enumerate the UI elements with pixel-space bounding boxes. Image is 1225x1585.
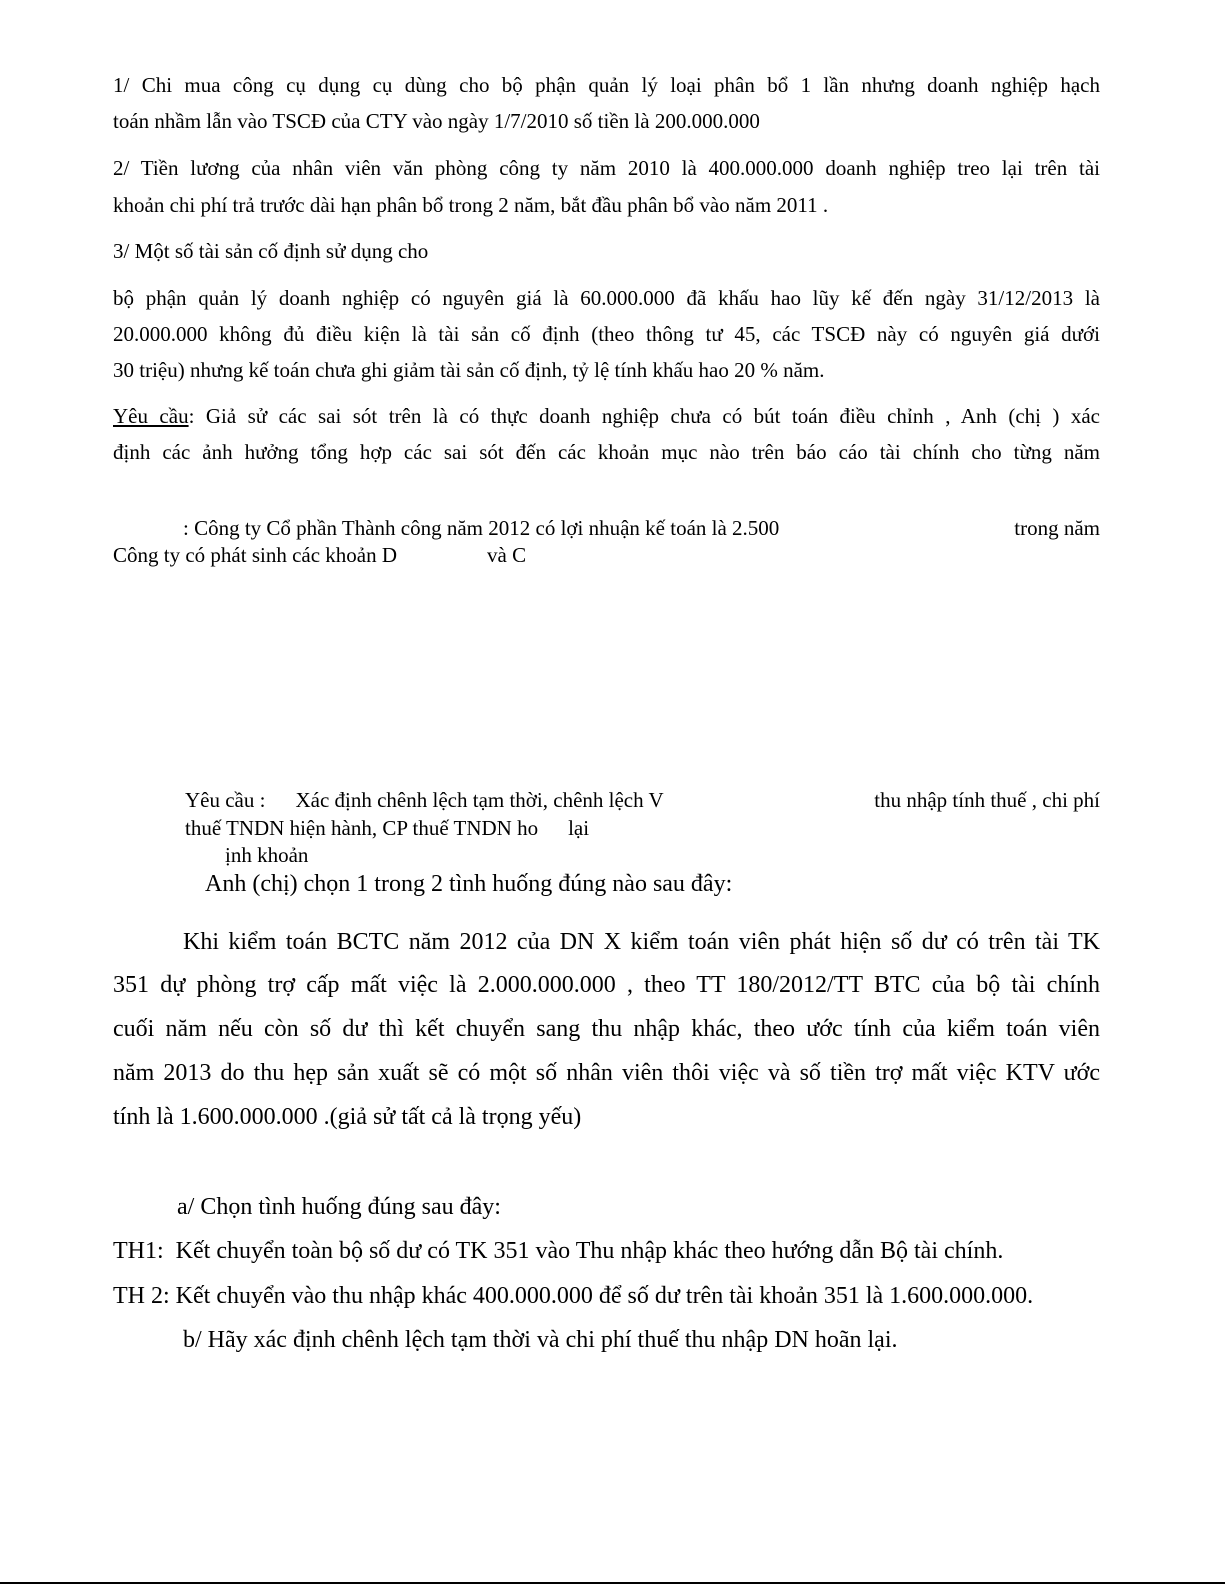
- text-fragment: : Công ty Cổ phần Thành công năm 2012 có lợi nhuận kế toán là 2.500: [183, 516, 780, 540]
- text-fragment: Công ty có phát sinh các khoản D: [113, 543, 398, 567]
- text-line: 351 dự phòng trợ cấp mất việc là 2.000.000.000 , theo TT 180/2012/TT BTC của bộ tài chính: [113, 972, 1100, 998]
- text-line: bộ phận quản lý doanh nghiệp có nguyên giá là 60.000.000 đã khấu hao lũy kế đến ngày 31/12/2013 là: [113, 286, 1100, 310]
- text-fragment: lại: [568, 816, 590, 840]
- text-fragment: ịnh khoản: [225, 843, 309, 867]
- question-b: b/ Hãy xác định chênh lệch tạm thời và chi phí thuế thu nhập DN hoãn lại.: [183, 1327, 898, 1353]
- text-line: toán nhầm lẫn vào TSCĐ của CTY vào ngày 1/7/2010 số tiền là 200.000.000: [113, 109, 760, 133]
- text-fragment: thu nhập tính thuế , chi phí: [874, 788, 1100, 812]
- text-line: định các ảnh hưởng tổng hợp các sai sót đến các khoản mục nào trên báo cáo tài chính cho từng năm: [113, 440, 1100, 464]
- text-line: [183, 515, 1100, 541]
- requirement-label: Yêu cầu: [113, 404, 189, 428]
- text-line: 2/ Tiền lương của nhân viên văn phòng công ty năm 2010 là 400.000.000 doanh nghiệp treo lại trên tài: [113, 156, 1100, 180]
- text-fragment: trong năm: [1014, 516, 1100, 540]
- text-fragment: thuế TNDN hiện hành, CP thuế TNDN ho: [185, 816, 539, 840]
- text-line: khoản chi phí trả trước dài hạn phân bổ trong 2 năm, bắt đầu phân bổ vào năm 2011 .: [113, 193, 829, 217]
- text-line: Anh (chị) chọn 1 trong 2 tình huống đúng nào sau đây:: [205, 871, 733, 897]
- question-a: a/ Chọn tình huống đúng sau đây:: [177, 1194, 501, 1220]
- text-line: Khi kiểm toán BCTC năm 2012 của DN X kiểm toán viên phát hiện số dư có trên tài TK: [183, 929, 1100, 955]
- requirement-text: : Giả sử các sai sót trên là có thực doanh nghiệp chưa có bút toán điều chỉnh , Anh (chị ) xác: [188, 404, 1100, 428]
- text-fragment: và C: [487, 543, 527, 567]
- text-line: năm 2013 do thu hẹp sản xuất sẽ có một số nhân viên thôi việc và số tiền trợ mất việc KTV ước: [113, 1060, 1100, 1086]
- text-line: [185, 815, 1100, 841]
- text-fragment: Xác định chênh lệch tạm thời, chênh lệch V: [295, 788, 664, 812]
- text-line: [185, 787, 1100, 813]
- text-line: 30 triệu) nhưng kế toán chưa ghi giảm tài sản cố định, tỷ lệ tính khấu hao 20 % năm.: [113, 358, 825, 382]
- text-line: 3/ Một số tài sản cố định sử dụng cho: [113, 239, 429, 263]
- text-line: tính là 1.600.000.000 .(giả sử tất cả là trọng yếu): [113, 1104, 582, 1130]
- text-line: cuối năm nếu còn số dư thì kết chuyển sang thu nhập khác, theo ước tính của kiểm toán viên: [113, 1016, 1100, 1042]
- text-line: [113, 542, 1100, 568]
- text-fragment: Yêu cầu :: [185, 788, 266, 812]
- option-th1: TH1: Kết chuyển toàn bộ số dư có TK 351 vào Thu nhập khác theo hướng dẫn Bộ tài chính.: [113, 1238, 1004, 1264]
- page-bottom-rule: [0, 1582, 1225, 1584]
- option-th2: TH 2: Kết chuyển vào thu nhập khác 400.000.000 để số dư trên tài khoản 351 là 1.600.000.000.: [113, 1283, 1034, 1309]
- text-line: 1/ Chi mua công cụ dụng cụ dùng cho bộ phận quản lý loại phân bổ 1 lần nhưng doanh nghiệp hạch: [113, 73, 1100, 97]
- requirement-line: [113, 403, 1100, 429]
- text-line: 20.000.000 không đủ điều kiện là tài sản cố định (theo thông tư 45, các TSCĐ này có nguyên giá dưới: [113, 322, 1100, 346]
